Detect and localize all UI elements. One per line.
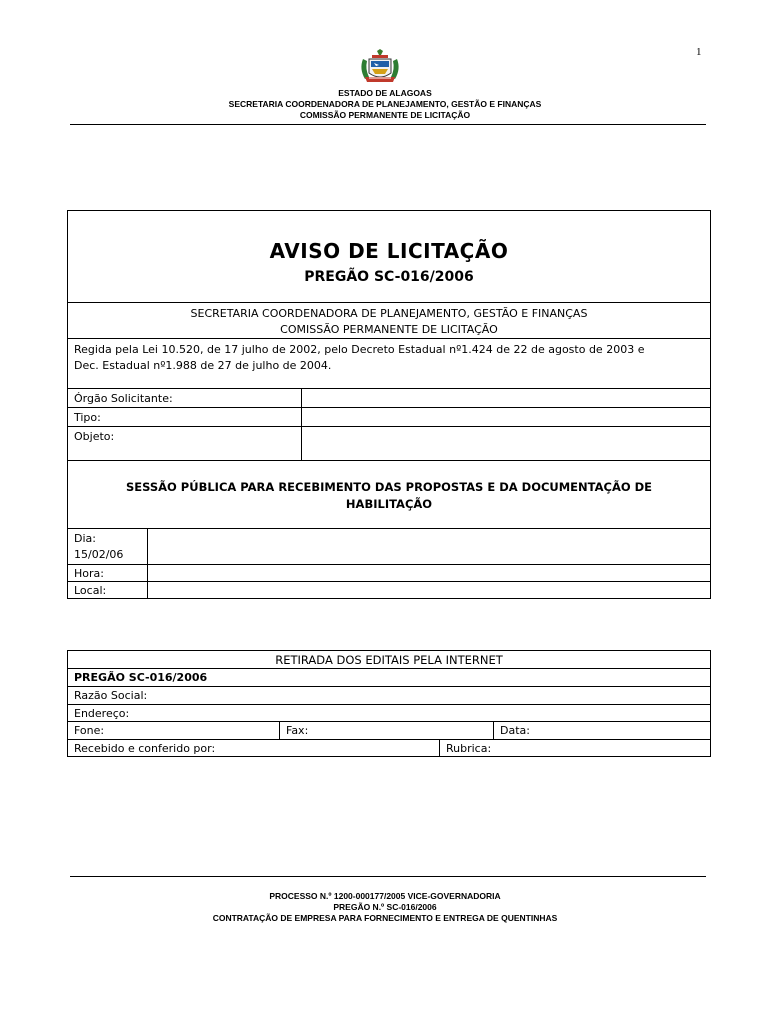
razao-social-label: Razão Social:: [74, 689, 148, 702]
department-name: SECRETARIA COORDENADORA DE PLANEJAMENTO, GESTÃO E FINANÇAS: [190, 307, 588, 320]
header-divider: [70, 124, 706, 125]
page-number: 1: [696, 46, 702, 58]
local-label: Local:: [74, 584, 107, 597]
tipo-row: [68, 408, 710, 427]
commission-name: COMISSÃO PERMANENTE DE LICITAÇÃO: [280, 323, 498, 336]
orgao-label: Órgão Solicitante:: [74, 392, 173, 405]
retrieval-form: [67, 650, 711, 757]
notice-subtitle: PREGÃO SC-016/2006: [304, 269, 474, 285]
footer-pregao: PREGÃO N.º SC-016/2006: [333, 902, 437, 912]
receipt-row: [68, 740, 710, 757]
header-state: ESTADO DE ALAGOAS: [338, 88, 432, 98]
state-crest-icon: [357, 49, 403, 85]
document-header: [0, 88, 770, 121]
header-secretariat: SECRETARIA COORDENADORA DE PLANEJAMENTO, GESTÃO E FINANÇAS: [228, 99, 542, 109]
retrieval-title-row: [68, 651, 710, 669]
recebido-label: Recebido e conferido por:: [74, 742, 216, 755]
dia-label: Dia:: [74, 532, 96, 545]
contact-row: [68, 722, 710, 740]
endereco-row: [68, 705, 710, 722]
retrieval-pregao-row: [68, 669, 710, 687]
header-commission: COMISSÃO PERMANENTE DE LICITAÇÃO: [299, 110, 471, 120]
session-title-line2: HABILITAÇÃO: [345, 497, 433, 511]
hora-row: [68, 565, 710, 582]
orgao-row: [68, 389, 710, 408]
notice-title-row: [68, 211, 710, 303]
rubrica-divider: [439, 740, 440, 757]
notice-form: [67, 210, 711, 599]
data-label: Data:: [500, 724, 530, 737]
local-row: [68, 582, 710, 599]
session-title-row: [68, 461, 710, 529]
footer-process: PROCESSO N.º 1200-000177/2005 VICE-GOVERNADORIA: [269, 891, 501, 901]
dia-value: 15/02/06: [74, 548, 124, 561]
fields-divider: [301, 389, 302, 461]
hora-label: Hora:: [74, 567, 104, 580]
footer-divider: [70, 876, 706, 877]
session-title-line1: SESSÃO PÚBLICA PARA RECEBIMENTO DAS PROPOSTAS E DA DOCUMENTAÇÃO DE: [125, 480, 653, 494]
document-footer: [0, 891, 770, 924]
department-row: [68, 303, 710, 339]
retrieval-title: RETIRADA DOS EDITAIS PELA INTERNET: [275, 653, 503, 667]
schedule-divider: [147, 529, 148, 599]
legal-basis-line2: Dec. Estadual nº1.988 de 27 de julho de 2004.: [74, 359, 332, 372]
fax-label: Fax:: [286, 724, 309, 737]
endereco-label: Endereço:: [74, 707, 130, 720]
notice-title: AVISO DE LICITAÇÃO: [269, 239, 509, 263]
rubrica-label: Rubrica:: [446, 742, 492, 755]
session-title: [98, 479, 680, 513]
razao-social-row: [68, 687, 710, 705]
objeto-row: [68, 427, 710, 461]
footer-object: CONTRATAÇÃO DE EMPRESA PARA FORNECIMENTO E ENTREGA DE QUENTINHAS: [212, 913, 558, 923]
retrieval-pregao: PREGÃO SC-016/2006: [74, 671, 208, 684]
fone-fax-divider: [279, 722, 280, 740]
fone-label: Fone:: [74, 724, 105, 737]
fax-data-divider: [493, 722, 494, 740]
objeto-label: Objeto:: [74, 430, 115, 443]
dia-row: [68, 529, 710, 565]
legal-basis-row: [68, 339, 710, 389]
legal-basis-line1: Regida pela Lei 10.520, de 17 julho de 2002, pelo Decreto Estadual nº1.424 de 22 de agosto de 2003 e: [74, 343, 645, 356]
tipo-label: Tipo:: [74, 411, 101, 424]
